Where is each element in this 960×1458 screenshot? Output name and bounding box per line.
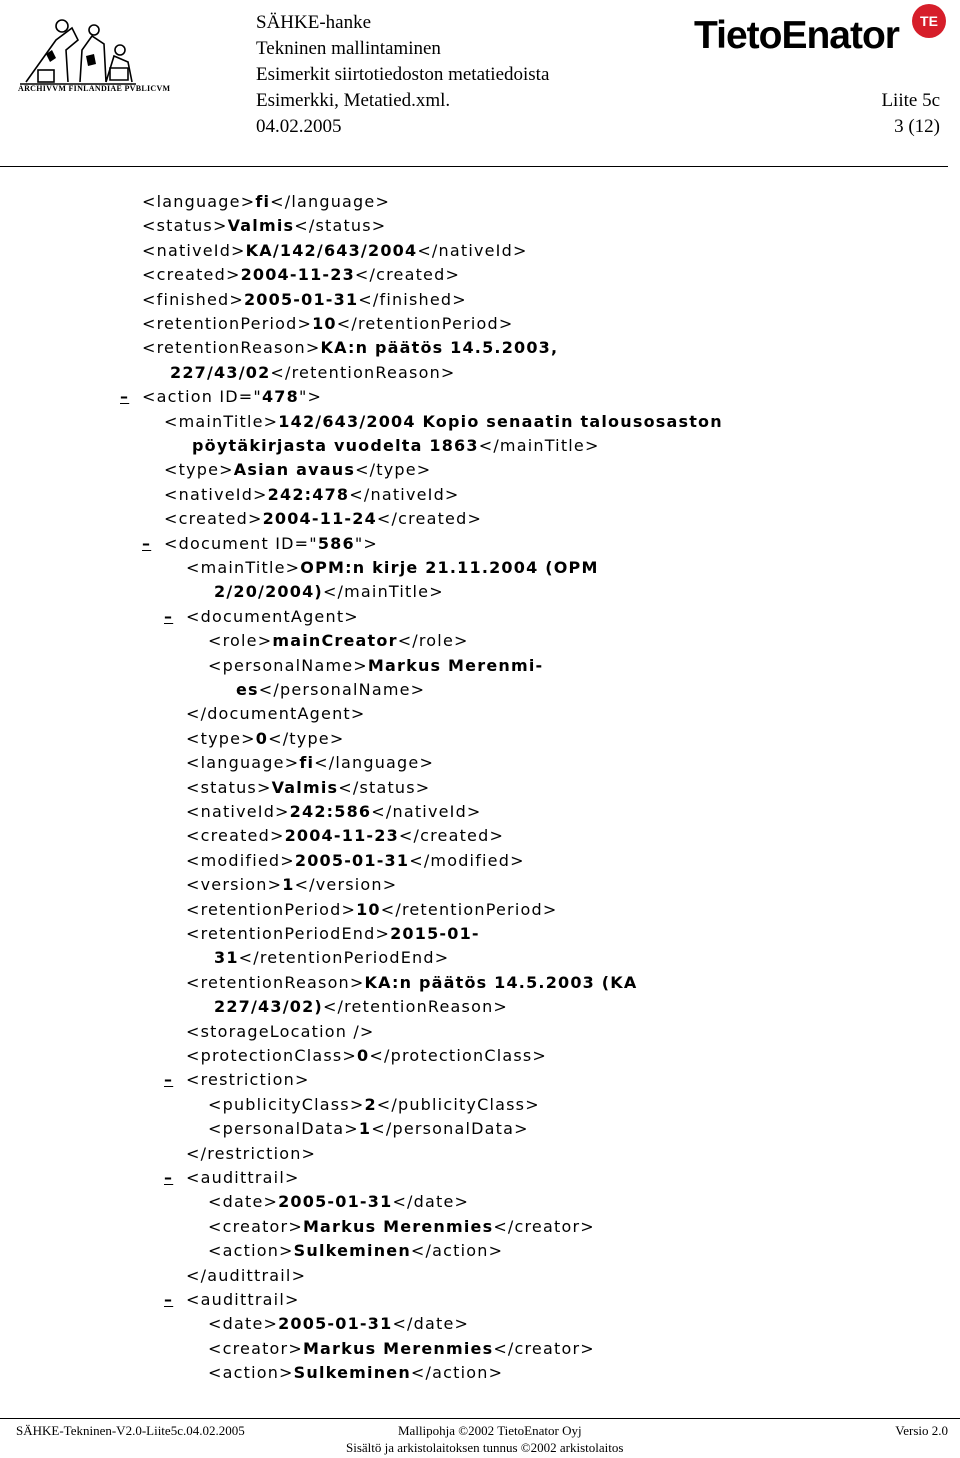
xml-value: 2005-01-31 — [278, 1314, 393, 1334]
xml-line — [214, 997, 508, 1016]
xml-tag: </type> — [355, 460, 432, 480]
xml-tag: <publicityClass> — [208, 1094, 365, 1114]
xml-tag: </protectionClass> — [369, 1046, 548, 1065]
xml-value: Markus Merenmies — [302, 1338, 494, 1358]
xml-line — [208, 631, 469, 650]
xml-tag: <audittrail> — [186, 1290, 300, 1309]
xml-value: Sulkeminen — [293, 1241, 411, 1261]
xml-tag: <storageLocation /> — [186, 1021, 375, 1041]
xml-line — [186, 558, 599, 577]
xml-line — [164, 509, 482, 528]
xml-line — [186, 851, 525, 870]
appendix-label: Liite 5c — [881, 90, 940, 111]
seal-caption: ARCHIVVM FINLANDIAE PVBLICVM — [18, 84, 171, 93]
section-name: Tekninen mallintaminen — [256, 38, 441, 59]
xml-tag: </documentAgent> — [186, 704, 366, 724]
xml-tag: <date> — [208, 1314, 279, 1334]
xml-line — [142, 241, 528, 260]
xml-line — [142, 265, 460, 284]
xml-tag: <mainTitle> — [186, 558, 301, 577]
collapse-toggle-icon[interactable]: – — [164, 606, 174, 626]
xml-line — [208, 1241, 503, 1260]
xml-tag: </publicityClass> — [376, 1094, 540, 1114]
document-example: Esimerkki, Metatied.xml. — [256, 90, 451, 111]
xml-line — [192, 436, 600, 455]
xml-tag: <type> — [186, 728, 256, 748]
xml-tag: </retentionReason> — [270, 362, 456, 382]
xml-line — [236, 680, 425, 699]
xml-tag: "> — [298, 387, 323, 407]
xml-tag: <created> — [164, 509, 263, 529]
xml-tag: </type> — [268, 728, 345, 748]
xml-tag: <action> — [208, 1241, 294, 1261]
xml-value: fi — [255, 192, 271, 211]
xml-tag: </action> — [410, 1241, 504, 1261]
xml-tag: </mainTitle> — [322, 582, 444, 602]
xml-tag: </finished> — [358, 289, 467, 309]
xml-value: mainCreator — [272, 631, 398, 651]
xml-tag: </version> — [294, 875, 398, 895]
xml-tag: </retentionPeriod> — [336, 314, 514, 333]
xml-tag: <retentionPeriod> — [142, 314, 313, 333]
xml-line — [186, 1046, 547, 1065]
xml-value: 2 — [364, 1094, 377, 1114]
xml-tag: <finished> — [142, 289, 244, 309]
xml-line — [164, 485, 460, 504]
xml-line — [170, 363, 456, 382]
xml-tag: <creator> — [208, 1216, 303, 1236]
project-name: SÄHKE-hanke — [256, 12, 372, 33]
xml-tag: </creator> — [493, 1216, 595, 1236]
xml-tag: </retentionPeriodEnd> — [238, 948, 450, 968]
xml-line — [208, 1363, 503, 1382]
page-header — [0, 0, 960, 168]
xml-tag: <type> — [164, 460, 234, 480]
xml-tag: "> — [354, 533, 378, 553]
xml-line — [186, 900, 557, 919]
xml-tag: <date> — [208, 1192, 279, 1212]
xml-line — [186, 1144, 316, 1163]
xml-value: 142/643/2004 Kopio senaatin talousosaston — [278, 411, 723, 431]
xml-line — [164, 1070, 310, 1089]
xml-tag: </language> — [270, 192, 391, 211]
xml-value: 2004-11-23 — [284, 826, 399, 846]
xml-tag: </mainTitle> — [478, 436, 600, 455]
xml-tag: <status> — [186, 777, 272, 797]
xml-tag: <version> — [186, 875, 283, 895]
xml-value: KA:n päätös 14.5.2003 (KA — [364, 972, 638, 992]
xml-line — [164, 1290, 300, 1309]
collapse-toggle-icon[interactable]: – — [164, 1070, 174, 1090]
xml-tag: <restriction> — [186, 1070, 310, 1090]
xml-value: 0 — [255, 728, 269, 748]
footer-content-owner: Sisältö ja arkistolaitoksen tunnus ©2002 arkistolaitos — [346, 1440, 624, 1455]
xml-tag: </creator> — [493, 1338, 595, 1358]
xml-line — [186, 1266, 306, 1285]
xml-tag: <nativeId> — [142, 240, 246, 260]
xml-tag: </status> — [338, 777, 431, 797]
xml-tag: <created> — [186, 826, 285, 846]
xml-value: Sulkeminen — [293, 1363, 411, 1383]
xml-value: 586 — [317, 533, 355, 553]
xml-line — [186, 924, 480, 943]
xml-line — [186, 729, 344, 748]
xml-tag: <created> — [142, 265, 241, 285]
xml-value: 2005-01-31 — [243, 289, 359, 309]
xml-tag: <role> — [208, 631, 273, 651]
xml-tag: </retentionPeriod> — [380, 899, 558, 919]
xml-value: Asian avaus — [233, 460, 356, 480]
tietoenator-logo: TietoEnator — [694, 14, 899, 57]
xml-value: fi — [299, 753, 315, 773]
xml-value: OPM:n kirje 21.11.2004 (OPM — [300, 558, 599, 577]
collapse-toggle-icon[interactable]: – — [164, 1168, 174, 1187]
xml-tag: <audittrail> — [186, 1168, 300, 1187]
xml-value: pöytäkirjasta vuodelta 1863 — [192, 436, 479, 455]
xml-tag: <personalName> — [208, 655, 368, 675]
xml-tag: <retentionReason> — [186, 972, 365, 992]
xml-line — [164, 607, 359, 626]
xml-tag: <creator> — [208, 1338, 303, 1358]
xml-tag: </created> — [354, 265, 461, 285]
collapse-toggle-icon[interactable]: – — [164, 1290, 174, 1309]
footer-version: Versio 2.0 — [895, 1423, 948, 1438]
xml-line — [142, 290, 467, 309]
document-date: 04.02.2005 — [256, 116, 342, 137]
xml-tag: <retentionPeriodEnd> — [186, 924, 391, 943]
xml-tag: <document ID=" — [164, 533, 318, 553]
xml-line — [164, 412, 723, 431]
xml-line — [186, 704, 366, 723]
xml-value: Valmis — [227, 216, 295, 236]
xml-line — [186, 973, 637, 992]
xml-line — [186, 802, 482, 821]
xml-value: 242:478 — [267, 484, 350, 504]
xml-tag: <language> — [186, 753, 300, 773]
xml-value: Markus Merenmies — [302, 1216, 494, 1236]
xml-line — [208, 1217, 595, 1236]
xml-line — [208, 1339, 595, 1358]
xml-line — [142, 338, 558, 357]
xml-tag: </created> — [398, 826, 505, 846]
xml-tag: <retentionPeriod> — [186, 899, 357, 919]
xml-value: 10 — [356, 899, 381, 919]
xml-value: 2/20/2004) — [214, 582, 323, 602]
xml-tag: </date> — [392, 1192, 470, 1212]
xml-line — [142, 534, 378, 553]
xml-tag: </modified> — [409, 850, 525, 870]
document-subject: Esimerkit siirtotiedoston metatiedoista — [256, 64, 550, 85]
xml-line — [186, 1022, 375, 1041]
xml-tag: </restriction> — [186, 1143, 317, 1163]
xml-value: 2005-01-31 — [278, 1192, 393, 1212]
xml-line — [214, 948, 449, 967]
xml-tag: <mainTitle> — [164, 411, 279, 431]
xml-tag: </nativeId> — [417, 240, 528, 260]
xml-tag: </role> — [397, 631, 469, 651]
xml-value: 227/43/02 — [170, 362, 271, 382]
xml-tag: <nativeId> — [164, 484, 268, 504]
xml-value: 227/43/02) — [214, 997, 323, 1017]
xml-line — [186, 753, 434, 772]
xml-tag: <retentionReason> — [142, 338, 321, 358]
xml-tag: </retentionReason> — [322, 997, 509, 1017]
xml-value: 2004-11-23 — [240, 265, 355, 285]
xml-tag: </action> — [410, 1363, 504, 1383]
xml-tag: <action> — [208, 1363, 294, 1383]
xml-line — [208, 656, 543, 675]
xml-tag: </nativeId> — [371, 802, 482, 821]
xml-value: 242:586 — [289, 802, 372, 821]
xml-line — [120, 387, 322, 406]
xml-tag: </status> — [294, 216, 387, 236]
xml-line — [208, 1192, 469, 1211]
xml-value: 2005-01-31 — [294, 850, 410, 870]
xml-tag: <protectionClass> — [186, 1046, 358, 1065]
xml-value: 2004-11-24 — [262, 509, 377, 529]
xml-value: 478 — [261, 387, 299, 407]
page-number: 3 (12) — [894, 116, 940, 137]
xml-value: 1 — [358, 1119, 372, 1139]
xml-tag: </personalData> — [371, 1119, 529, 1139]
xml-tag: </language> — [314, 753, 435, 773]
xml-value: Markus Merenmi- — [367, 655, 544, 675]
xml-value: 2015-01- — [390, 924, 480, 943]
xml-tag: <action ID=" — [142, 387, 262, 407]
xml-tag: <documentAgent> — [186, 606, 359, 626]
header-title-block — [256, 10, 549, 140]
xml-line — [186, 826, 504, 845]
xml-value: Valmis — [271, 777, 339, 797]
xml-line — [164, 460, 431, 479]
xml-tag: <nativeId> — [186, 802, 290, 821]
xml-line — [142, 216, 386, 235]
xml-line — [186, 875, 397, 894]
xml-tag: <modified> — [186, 850, 295, 870]
xml-tag: <status> — [142, 216, 228, 236]
xml-line — [208, 1119, 529, 1138]
xml-tag: <personalData> — [208, 1119, 359, 1139]
footer-divider — [0, 1418, 960, 1419]
xml-tag: </nativeId> — [349, 484, 460, 504]
xml-tag: </audittrail> — [186, 1265, 307, 1285]
xml-tag: </personalName> — [258, 680, 426, 699]
xml-line — [208, 1095, 540, 1114]
te-badge-icon: TE — [912, 4, 946, 38]
xml-value: 1 — [282, 875, 295, 895]
xml-value: 31 — [214, 948, 239, 968]
xml-value: KA/142/643/2004 — [245, 240, 418, 260]
footer-filename: SÄHKE-Tekninen-V2.0-Liite5c.04.02.2005 — [16, 1423, 245, 1438]
xml-value: 10 — [312, 314, 337, 333]
xml-line — [186, 778, 430, 797]
collapse-toggle-icon[interactable]: – — [142, 533, 152, 553]
footer-template: Mallipohja ©2002 TietoEnator Oyj — [398, 1423, 582, 1438]
xml-tag: </created> — [376, 509, 483, 529]
xml-line — [214, 582, 444, 601]
xml-tag: </date> — [392, 1314, 470, 1334]
xml-line — [208, 1314, 469, 1333]
xml-tag: <language> — [142, 192, 256, 211]
header-divider — [0, 166, 948, 167]
xml-line — [142, 192, 390, 211]
xml-line — [164, 1168, 300, 1187]
xml-value: KA:n päätös 14.5.2003, — [320, 338, 559, 358]
xml-value: 0 — [357, 1046, 370, 1065]
xml-line — [142, 314, 513, 333]
xml-value: es — [236, 680, 259, 699]
collapse-toggle-icon[interactable]: – — [120, 387, 130, 407]
